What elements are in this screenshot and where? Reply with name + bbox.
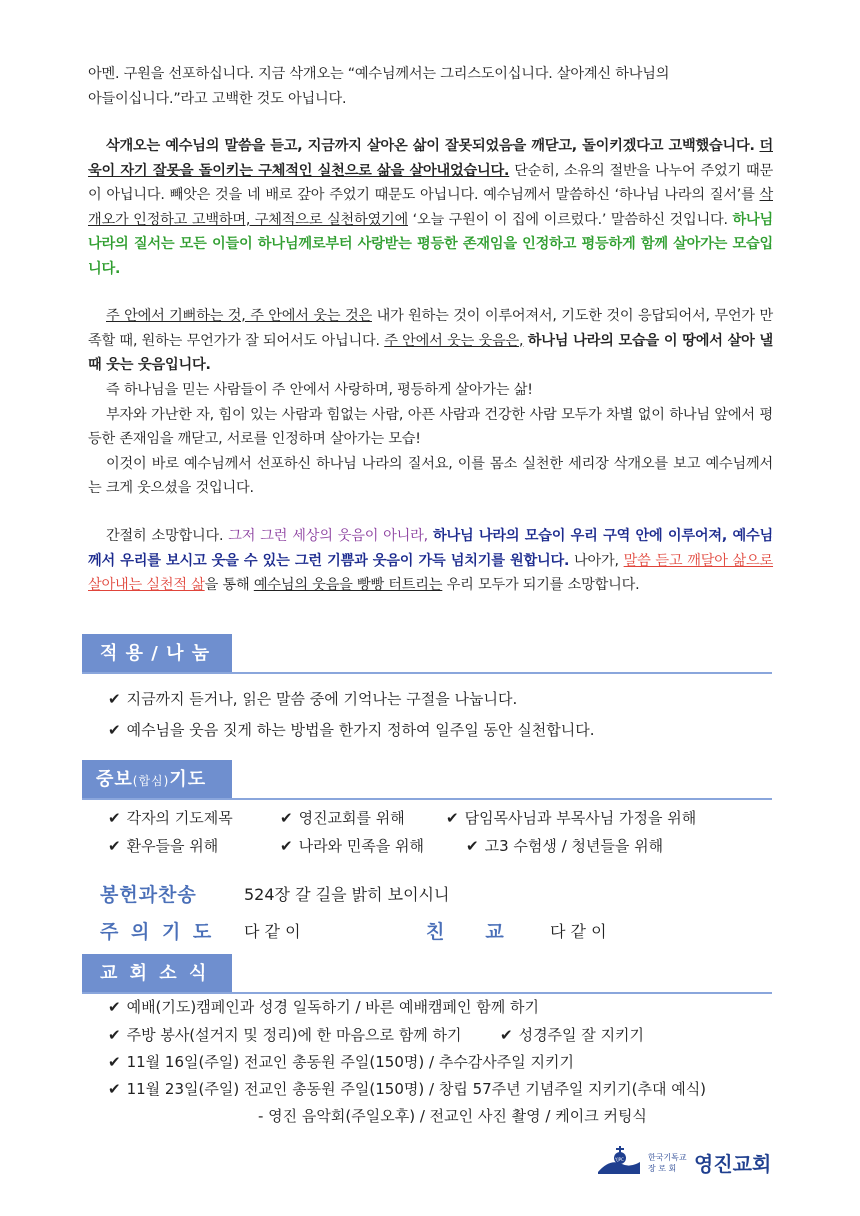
joy-line-1: 즉 하나님을 믿는 사람들이 주 안에서 사랑하며, 평등하게 살아가는 삶! bbox=[106, 382, 533, 398]
news-item-2: ✔ 주방 봉사(설거지 및 정리)에 한 마음으로 함께 하기 bbox=[108, 1026, 462, 1044]
underlined-phrase-2: 주 안에서 웃는 웃음은, bbox=[384, 332, 524, 349]
plain-sentence-2: ‘오늘 구원이 이 집에 이르렀다.’ 말씀하신 것입니다. bbox=[412, 211, 728, 228]
church-logo bbox=[596, 1144, 776, 1180]
fellowship-text: 다 같 이 bbox=[550, 922, 607, 941]
church-logo-icon bbox=[596, 1144, 776, 1180]
lords-prayer-text: 다 같 이 bbox=[244, 922, 301, 941]
paragraph-intro bbox=[88, 62, 773, 111]
section-divider bbox=[82, 672, 772, 674]
purple-phrase: 그저 그런 세상의 웃음이 아니라, bbox=[228, 528, 428, 544]
news-item-3: ✔ 성경주일 잘 지키기 bbox=[500, 1026, 645, 1044]
prayer-item-6: ✔ 고3 수험생 / 청년들을 위해 bbox=[466, 837, 664, 855]
check-icon: ✔ bbox=[446, 809, 459, 827]
section-divider bbox=[82, 798, 772, 800]
red-underlined-phrase: 말씀 듣고 깨달아 삶으로 살아내는 실천적 삶 bbox=[88, 552, 774, 593]
check-icon: ✔ bbox=[108, 1026, 121, 1044]
section-title-intercession: 중보(합심)기도 bbox=[82, 760, 232, 800]
section-title-church-news: 교 회 소 식 bbox=[82, 954, 232, 994]
paragraph-joy-lines bbox=[88, 378, 773, 501]
underlined-laugh-phrase: 예수님의 웃음을 빵빵 터트리는 bbox=[253, 577, 443, 593]
check-icon: ✔ bbox=[280, 837, 293, 855]
prayer-item-4: ✔ 환우들을 위해 bbox=[108, 837, 219, 855]
underlined-phrase: 주 안에서 기뻐하는 것, 주 안에서 웃는 것은 bbox=[106, 308, 372, 324]
hope-connector: 을 통해 bbox=[204, 577, 250, 593]
underlined-bold-sentence: 더욱이 자기 잘못을 돌이키는 구체적인 실천으로 삶을 살아내었습니다. bbox=[88, 138, 773, 179]
hymn-text: 524장 갈 길을 밝히 보이시니 bbox=[244, 885, 450, 904]
green-highlight-sentence: 하나님 나라의 질서는 모든 이들이 하나님께로부터 사랑받는 평등한 존재임을 인정하고 평등하게 함께 살아가는 모습입니다. bbox=[88, 211, 774, 277]
check-icon: ✔ bbox=[500, 1026, 513, 1044]
paragraph-zacchaeus bbox=[88, 134, 773, 281]
check-icon: ✔ bbox=[108, 690, 121, 708]
check-icon: ✔ bbox=[108, 837, 121, 855]
check-icon: ✔ bbox=[280, 809, 293, 827]
plain-sentence: 단순히, 소유의 절반을 나누어 주었기 때문이 아닙니다. 빼앗은 것을 네 배로 갚아 주었기 때문도 아닙니다. 예수님께서 말씀하신 ‘하나님 나라의 질서’를 bbox=[88, 162, 774, 203]
svg-text:YJPC: YJPC bbox=[615, 1157, 624, 1162]
intro-line-2: 아들이십니다.”라고 고백한 것도 아닙니다. bbox=[88, 90, 347, 107]
news-item-1: ✔ 예배(기도)캠페인과 성경 일독하기 / 바른 예배캠페인 함께 하기 bbox=[108, 998, 539, 1016]
prayer-item-5: ✔ 나라와 민족을 위해 bbox=[280, 837, 425, 855]
bold-phrase: 하나님 나라의 모습을 이 땅에서 살아 낼 때 웃는 웃음입니다. bbox=[88, 332, 774, 373]
lords-prayer-label: 주 의 기 도 bbox=[100, 921, 215, 943]
news-item-4: ✔ 11월 16일(주일) 전교인 총동원 주일(150명) / 추수감사주일 지키기 bbox=[108, 1053, 575, 1071]
hymn-label: 봉헌과찬송 bbox=[100, 884, 197, 906]
underlined-sentence: 삭개오가 인정하고 고백하며, 구체적으로 실천하였기에 bbox=[88, 187, 773, 228]
check-icon: ✔ bbox=[108, 1053, 121, 1071]
prayer-item-1: ✔ 각자의 기도제목 bbox=[108, 809, 233, 827]
check-icon: ✔ bbox=[466, 837, 479, 855]
check-icon: ✔ bbox=[108, 809, 121, 827]
news-item-5-sub: - 영진 음악회(주일오후) / 전교인 사진 촬영 / 케이크 커팅식 bbox=[258, 1107, 647, 1125]
bold-sentence: 삭개오는 예수님의 말씀을 듣고, 지금까지 살아온 삶이 잘못되었음을 깨닫고, 돌이키겠다고 고백했습니다. bbox=[106, 138, 755, 154]
paragraph-hope bbox=[88, 524, 773, 598]
check-icon: ✔ bbox=[108, 1080, 121, 1098]
section-divider bbox=[82, 992, 772, 994]
hope-closing: 우리 모두가 되기를 소망합니다. bbox=[446, 577, 640, 593]
navy-bold-phrase: 하나님 나라의 모습이 우리 구역 안에 이루어져, 예수님께서 우리를 보시고 웃을 수 있는 그런 기쁨과 웃음이 가득 넘치기를 원합니다. bbox=[88, 528, 773, 569]
fellowship-label: 친 교 bbox=[426, 921, 505, 943]
check-icon: ✔ bbox=[108, 721, 121, 739]
intro-line-1: 아멘. 구원을 선포하십니다. 지금 삭개오는 “예수님께서는 그리스도이십니다. 살아계신 하나님의 bbox=[88, 66, 670, 82]
svg-text:한국기독교: 한국기독교 bbox=[648, 1153, 687, 1162]
joy-line-3: 이것이 바로 예수님께서 선포하신 하나님 나라의 질서요, 이를 몸소 실천한 세리장 삭개오를 보고 예수님께서는 크게 웃으셨을 것입니다. bbox=[88, 455, 773, 496]
svg-text:장 로 회: 장 로 회 bbox=[648, 1164, 677, 1173]
section-title-application: 적 용 / 나 눔 bbox=[82, 634, 232, 674]
news-item-5: ✔ 11월 23일(주일) 전교인 총동원 주일(150명) / 창립 57주년 기념주일 지키기(추대 예식) bbox=[108, 1080, 707, 1098]
prayer-item-3: ✔ 담임목사님과 부목사님 가정을 위해 bbox=[446, 809, 697, 827]
paragraph-joy bbox=[88, 304, 773, 378]
check-icon: ✔ bbox=[108, 998, 121, 1016]
prayer-item-2: ✔ 영진교회를 위해 bbox=[280, 809, 405, 827]
hope-furthermore: 나아가, bbox=[574, 552, 619, 569]
joy-line-2: 부자와 가난한 자, 힘이 있는 사람과 힘없는 사람, 아픈 사람과 건강한 사람 모두가 차별 없이 하나님 앞에서 평등한 존재임을 깨닫고, 서로를 인정하며 살아가는 모습! bbox=[88, 406, 773, 447]
svg-text:영진교회: 영진교회 bbox=[694, 1152, 772, 1176]
application-item-1: ✔ 지금까지 듣거나, 읽은 말씀 중에 기억나는 구절을 나눕니다. bbox=[108, 690, 518, 708]
hope-lead: 간절히 소망합니다. bbox=[106, 528, 224, 544]
application-item-2: ✔ 예수님을 웃음 짓게 하는 방법을 한가지 정하여 일주일 동안 실천합니다. bbox=[108, 721, 595, 739]
plain-phrase: 내가 원하는 것이 이루어져서, 기도한 것이 응답되어서, 무언가 만족할 때, 원하는 무언가가 잘 되어서도 아닙니다. bbox=[88, 308, 773, 349]
